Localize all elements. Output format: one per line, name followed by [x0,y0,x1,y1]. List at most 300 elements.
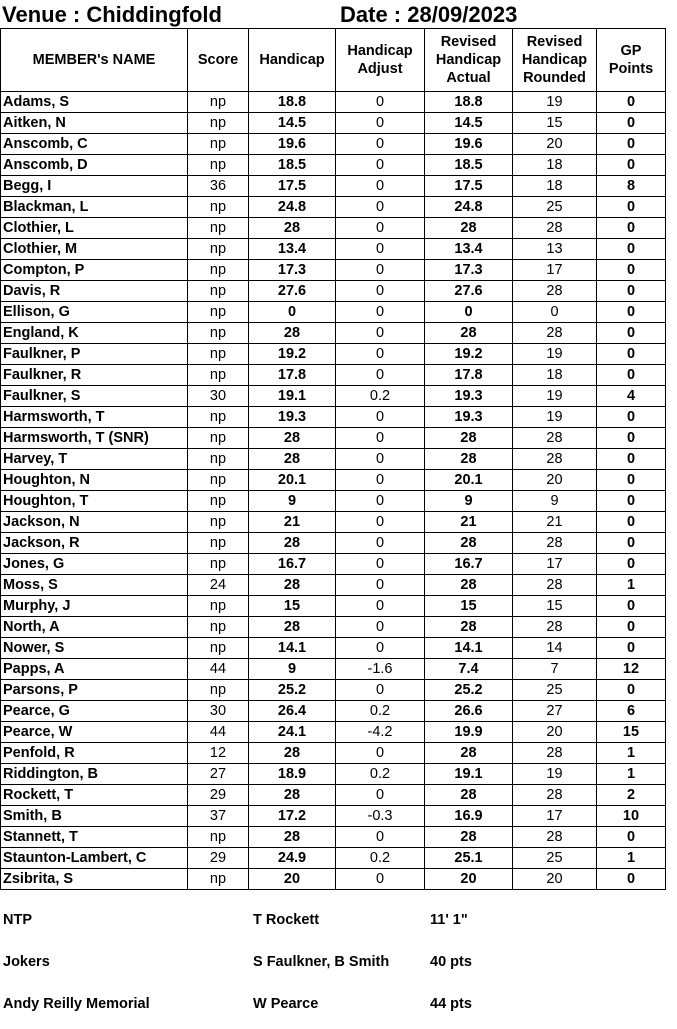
gp-points-cell: 15 [597,722,666,743]
gp-points-cell: 0 [597,407,666,428]
table-row [1,596,666,617]
gp-points-cell: 8 [597,176,666,197]
revised-rounded-cell: 28 [513,617,597,638]
handicap-adjust-cell: 0 [336,344,425,365]
score-cell: np [188,365,249,386]
score-cell: np [188,302,249,323]
gp-points-cell: 0 [597,533,666,554]
handicap-cell: 13.4 [249,239,336,260]
handicap-cell: 28 [249,575,336,596]
member-name: Pearce, G [1,701,188,722]
revised-actual-cell: 28 [425,218,513,239]
revised-actual-cell: 14.5 [425,113,513,134]
revised-rounded-cell: 28 [513,743,597,764]
member-name: Houghton, N [1,470,188,491]
table-row [1,554,666,575]
gp-points-cell: 1 [597,575,666,596]
table-row [1,260,666,281]
member-name: Begg, I [1,176,188,197]
award-value: 40 pts [430,954,472,970]
score-cell: np [188,134,249,155]
gp-points-cell: 0 [597,869,666,890]
handicap-cell: 14.1 [249,638,336,659]
revised-actual-cell: 28 [425,617,513,638]
score-cell: 27 [188,764,249,785]
score-cell: np [188,155,249,176]
revised-actual-cell: 17.8 [425,365,513,386]
award-winner: T Rockett [253,912,320,928]
handicap-adjust-cell: 0 [336,533,425,554]
gp-points-cell: 0 [597,218,666,239]
gp-points-cell: 0 [597,134,666,155]
member-name: Moss, S [1,575,188,596]
score-cell: 29 [188,785,249,806]
score-cell: np [188,470,249,491]
revised-rounded-cell: 7 [513,659,597,680]
revised-actual-cell: 18.5 [425,155,513,176]
member-name: Jackson, N [1,512,188,533]
handicap-cell: 17.5 [249,176,336,197]
gp-points-cell: 1 [597,743,666,764]
handicap-cell: 18.8 [249,92,336,113]
table-row [1,680,666,701]
revised-rounded-cell: 28 [513,428,597,449]
revised-rounded-cell: 17 [513,554,597,575]
member-name: Blackman, L [1,197,188,218]
revised-actual-cell: 28 [425,827,513,848]
revised-actual-cell: 28 [425,533,513,554]
revised-rounded-cell: 28 [513,785,597,806]
handicap-adjust-cell: -1.6 [336,659,425,680]
score-cell: 12 [188,743,249,764]
handicap-adjust-cell: 0 [336,512,425,533]
handicap-adjust-cell: 0 [336,869,425,890]
score-cell: np [188,638,249,659]
member-name: North, A [1,617,188,638]
handicap-adjust-cell: 0 [336,302,425,323]
score-cell: 29 [188,848,249,869]
score-cell: np [188,428,249,449]
gp-points-cell: 6 [597,701,666,722]
revised-actual-cell: 9 [425,491,513,512]
table-row [1,638,666,659]
handicap-adjust-cell: 0 [336,281,425,302]
revised-rounded-cell: 19 [513,344,597,365]
table-row [1,659,666,680]
revised-rounded-cell: 17 [513,260,597,281]
gp-points-cell: 0 [597,827,666,848]
revised-rounded-cell: 28 [513,827,597,848]
member-name: Harvey, T [1,449,188,470]
handicap-adjust-cell: 0 [336,176,425,197]
handicap-cell: 24.9 [249,848,336,869]
gp-points-cell: 0 [597,470,666,491]
revised-actual-cell: 26.6 [425,701,513,722]
revised-rounded-cell: 18 [513,176,597,197]
gp-points-cell: 0 [597,323,666,344]
revised-rounded-cell: 18 [513,155,597,176]
handicap-adjust-cell: -0.3 [336,806,425,827]
revised-rounded-cell: 21 [513,512,597,533]
member-name: Staunton-Lambert, C [1,848,188,869]
revised-actual-cell: 7.4 [425,659,513,680]
gp-points-cell: 0 [597,365,666,386]
revised-rounded-cell: 19 [513,407,597,428]
title-row [0,0,677,30]
member-name: Smith, B [1,806,188,827]
table-row [1,785,666,806]
gp-points-cell: 0 [597,197,666,218]
member-name: Stannett, T [1,827,188,848]
gp-points-cell: 0 [597,449,666,470]
revised-actual-cell: 17.3 [425,260,513,281]
handicap-cell: 19.2 [249,344,336,365]
handicap-cell: 15 [249,596,336,617]
table-row [1,176,666,197]
handicap-cell: 19.1 [249,386,336,407]
handicap-cell: 28 [249,617,336,638]
member-name: Papps, A [1,659,188,680]
score-cell: np [188,680,249,701]
col-header-score: Score [188,29,249,92]
award-winner: W Pearce [253,996,319,1012]
revised-rounded-cell: 25 [513,680,597,701]
revised-rounded-cell: 20 [513,134,597,155]
header-row [1,29,666,92]
table-row [1,491,666,512]
handicap-cell: 28 [249,218,336,239]
table-row [1,344,666,365]
handicap-adjust-cell: 0 [336,197,425,218]
score-cell: np [188,323,249,344]
revised-rounded-cell: 17 [513,806,597,827]
handicap-cell: 25.2 [249,680,336,701]
revised-actual-cell: 13.4 [425,239,513,260]
score-cell: 30 [188,701,249,722]
revised-actual-cell: 28 [425,743,513,764]
gp-points-cell: 2 [597,785,666,806]
member-name: Clothier, L [1,218,188,239]
handicap-adjust-cell: 0 [336,596,425,617]
handicap-cell: 26.4 [249,701,336,722]
revised-actual-cell: 17.5 [425,176,513,197]
handicap-cell: 28 [249,428,336,449]
table-row [1,365,666,386]
revised-actual-cell: 28 [425,785,513,806]
revised-rounded-cell: 28 [513,575,597,596]
revised-actual-cell: 15 [425,596,513,617]
handicap-adjust-cell: 0.2 [336,848,425,869]
handicap-cell: 9 [249,491,336,512]
score-cell: 30 [188,386,249,407]
event-date: Date : 28/09/2023 [340,2,518,27]
handicap-cell: 19.3 [249,407,336,428]
handicap-cell: 27.6 [249,281,336,302]
score-cell: 44 [188,722,249,743]
handicap-cell: 18.5 [249,155,336,176]
gp-points-cell: 0 [597,680,666,701]
handicap-adjust-cell: 0 [336,428,425,449]
score-cell: np [188,827,249,848]
revised-rounded-cell: 28 [513,533,597,554]
score-cell: np [188,554,249,575]
member-name: Anscomb, D [1,155,188,176]
member-name: Davis, R [1,281,188,302]
handicap-cell: 16.7 [249,554,336,575]
member-name: Nower, S [1,638,188,659]
score-cell: np [188,92,249,113]
handicap-adjust-cell: 0.2 [336,764,425,785]
table-row [1,701,666,722]
member-name: Rockett, T [1,785,188,806]
handicap-adjust-cell: 0 [336,260,425,281]
award-label: Jokers [3,954,50,970]
handicap-adjust-cell: 0 [336,407,425,428]
revised-rounded-cell: 19 [513,386,597,407]
score-cell: 36 [188,176,249,197]
handicap-cell: 28 [249,743,336,764]
score-cell: 44 [188,659,249,680]
member-name: Faulkner, R [1,365,188,386]
col-header-gp-points: GP Points [597,29,666,92]
revised-rounded-cell: 25 [513,197,597,218]
member-name: Murphy, J [1,596,188,617]
member-name: Zsibrita, S [1,869,188,890]
member-name: Harmsworth, T (SNR) [1,428,188,449]
member-name: Parsons, P [1,680,188,701]
member-name: Adams, S [1,92,188,113]
handicap-cell: 20 [249,869,336,890]
table-row [1,848,666,869]
revised-rounded-cell: 14 [513,638,597,659]
revised-rounded-cell: 20 [513,470,597,491]
score-cell: 24 [188,575,249,596]
revised-rounded-cell: 28 [513,281,597,302]
award-label: Andy Reilly Memorial [3,996,150,1012]
score-cell: np [188,449,249,470]
handicap-adjust-cell: 0 [336,575,425,596]
handicap-adjust-cell: 0 [336,470,425,491]
revised-actual-cell: 27.6 [425,281,513,302]
table-row [1,407,666,428]
revised-actual-cell: 19.1 [425,764,513,785]
col-header-handicap: Handicap [249,29,336,92]
revised-rounded-cell: 28 [513,218,597,239]
handicap-cell: 19.6 [249,134,336,155]
handicap-adjust-cell: -4.2 [336,722,425,743]
revised-rounded-cell: 15 [513,596,597,617]
table-row [1,743,666,764]
score-cell: np [188,218,249,239]
handicap-cell: 28 [249,533,336,554]
table-row [1,869,666,890]
member-name: Riddington, B [1,764,188,785]
revised-actual-cell: 28 [425,428,513,449]
handicap-cell: 24.1 [249,722,336,743]
handicap-adjust-cell: 0 [336,155,425,176]
revised-actual-cell: 25.1 [425,848,513,869]
handicap-cell: 28 [249,785,336,806]
handicap-adjust-cell: 0 [336,743,425,764]
score-cell: np [188,260,249,281]
revised-rounded-cell: 28 [513,449,597,470]
gp-points-cell: 0 [597,554,666,575]
member-name: Pearce, W [1,722,188,743]
table-row [1,449,666,470]
revised-actual-cell: 25.2 [425,680,513,701]
handicap-cell: 18.9 [249,764,336,785]
gp-points-cell: 0 [597,596,666,617]
score-cell: np [188,344,249,365]
score-cell: np [188,239,249,260]
revised-actual-cell: 18.8 [425,92,513,113]
handicap-cell: 28 [249,323,336,344]
award-line [0,912,677,932]
score-cell: np [188,491,249,512]
gp-points-cell: 0 [597,155,666,176]
gp-points-cell: 0 [597,638,666,659]
revised-rounded-cell: 13 [513,239,597,260]
table-row [1,281,666,302]
handicap-cell: 14.5 [249,113,336,134]
table-row [1,470,666,491]
gp-points-cell: 0 [597,617,666,638]
revised-actual-cell: 14.1 [425,638,513,659]
gp-points-cell: 0 [597,491,666,512]
revised-rounded-cell: 20 [513,722,597,743]
handicap-adjust-cell: 0 [336,449,425,470]
gp-points-cell: 0 [597,302,666,323]
member-name: Faulkner, S [1,386,188,407]
handicap-adjust-cell: 0 [336,113,425,134]
revised-actual-cell: 16.9 [425,806,513,827]
member-name: Penfold, R [1,743,188,764]
revised-rounded-cell: 15 [513,113,597,134]
handicap-adjust-cell: 0 [336,218,425,239]
table-row [1,575,666,596]
score-cell: np [188,197,249,218]
table-row [1,617,666,638]
handicap-adjust-cell: 0 [336,365,425,386]
member-name: Aitken, N [1,113,188,134]
award-winner: S Faulkner, B Smith [253,954,390,970]
table-row [1,533,666,554]
handicap-cell: 9 [249,659,336,680]
award-line [0,996,677,1016]
gp-points-cell: 0 [597,260,666,281]
revised-rounded-cell: 9 [513,491,597,512]
score-cell: np [188,512,249,533]
results-body [1,92,666,890]
col-header-revised-rounded: Revised Handicap Rounded [513,29,597,92]
table-row [1,218,666,239]
col-header-adjust: Handicap Adjust [336,29,425,92]
venue-title: Venue : Chiddingfold [2,2,222,27]
table-row [1,323,666,344]
revised-actual-cell: 28 [425,323,513,344]
handicap-cell: 17.8 [249,365,336,386]
gp-points-cell: 0 [597,428,666,449]
score-cell: np [188,533,249,554]
handicap-cell: 28 [249,449,336,470]
member-name: Houghton, T [1,491,188,512]
handicap-adjust-cell: 0 [336,323,425,344]
handicap-adjust-cell: 0 [336,680,425,701]
member-name: Jackson, R [1,533,188,554]
member-name: Faulkner, P [1,344,188,365]
handicap-adjust-cell: 0 [336,638,425,659]
revised-actual-cell: 24.8 [425,197,513,218]
table-row [1,197,666,218]
revised-actual-cell: 20.1 [425,470,513,491]
handicap-adjust-cell: 0 [336,134,425,155]
member-name: Harmsworth, T [1,407,188,428]
table-row [1,386,666,407]
revised-rounded-cell: 0 [513,302,597,323]
revised-actual-cell: 16.7 [425,554,513,575]
handicap-adjust-cell: 0 [336,239,425,260]
table-row [1,134,666,155]
gp-points-cell: 0 [597,512,666,533]
table-row [1,806,666,827]
member-name: Clothier, M [1,239,188,260]
handicap-adjust-cell: 0.2 [336,386,425,407]
award-value: 11' 1" [430,912,468,928]
handicap-cell: 24.8 [249,197,336,218]
gp-points-cell: 0 [597,344,666,365]
member-name: Anscomb, C [1,134,188,155]
member-name: England, K [1,323,188,344]
award-line [0,954,677,974]
table-row [1,239,666,260]
gp-points-cell: 0 [597,113,666,134]
gp-points-cell: 0 [597,281,666,302]
revised-actual-cell: 21 [425,512,513,533]
handicap-adjust-cell: 0 [336,617,425,638]
member-name: Ellison, G [1,302,188,323]
score-cell: np [188,407,249,428]
gp-points-cell: 10 [597,806,666,827]
score-cell: np [188,617,249,638]
revised-actual-cell: 20 [425,869,513,890]
revised-actual-cell: 28 [425,575,513,596]
handicap-cell: 17.2 [249,806,336,827]
revised-rounded-cell: 25 [513,848,597,869]
gp-points-cell: 1 [597,848,666,869]
gp-points-cell: 0 [597,92,666,113]
handicap-cell: 0 [249,302,336,323]
handicap-adjust-cell: 0 [336,827,425,848]
table-row [1,302,666,323]
table-row [1,113,666,134]
handicap-adjust-cell: 0 [336,554,425,575]
table-row [1,428,666,449]
gp-points-cell: 4 [597,386,666,407]
handicap-cell: 21 [249,512,336,533]
col-header-revised-actual: Revised Handicap Actual [425,29,513,92]
revised-rounded-cell: 18 [513,365,597,386]
score-cell: np [188,281,249,302]
gp-points-cell: 0 [597,239,666,260]
revised-actual-cell: 19.3 [425,386,513,407]
revised-rounded-cell: 19 [513,92,597,113]
score-cell: np [188,113,249,134]
revised-actual-cell: 19.9 [425,722,513,743]
handicap-adjust-cell: 0 [336,92,425,113]
table-row [1,92,666,113]
score-cell: 37 [188,806,249,827]
revised-rounded-cell: 20 [513,869,597,890]
